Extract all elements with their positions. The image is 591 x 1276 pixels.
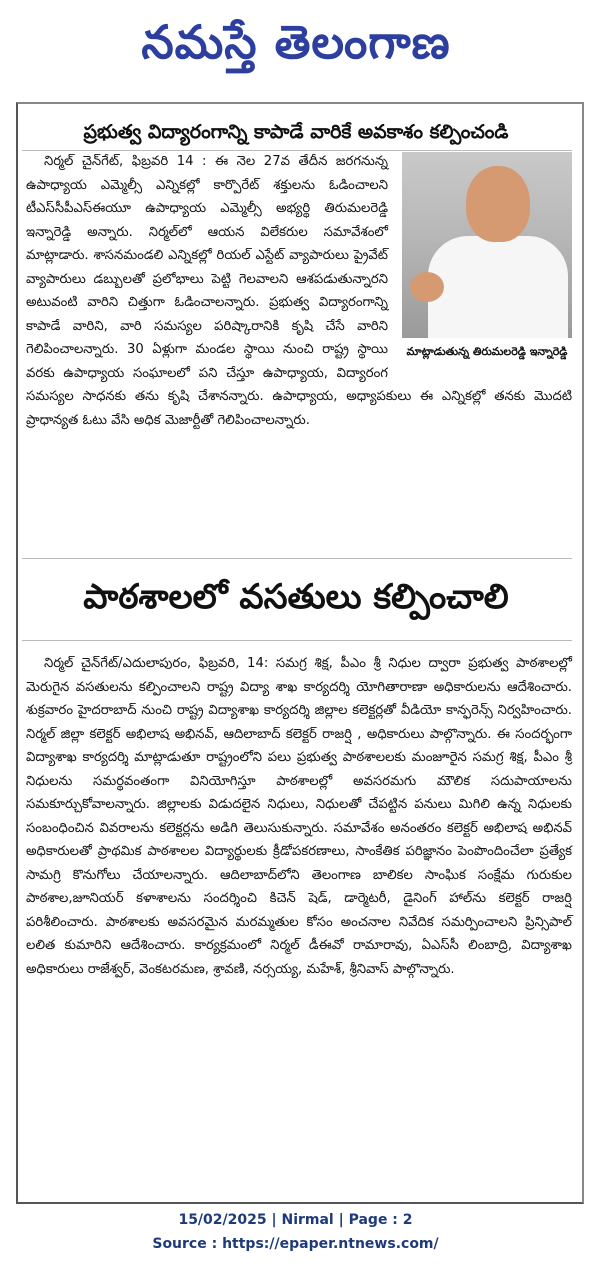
article1-photo [402,152,572,364]
photo-person-face [466,166,530,242]
newspaper-masthead: నమస్తే తెలంగాణ [141,15,451,69]
article1 [26,150,572,432]
photo-person-shirt [428,236,568,338]
article1-headline: ప్రభుత్వ విద్యారంగాన్ని కాపాడే వారికే అవకాశం కల్పించండి [83,121,509,143]
photo-caption: మాట్లాడుతున్న తిరుమలరెడ్డి ఇన్నారెడ్డి [406,345,568,358]
headline2-divider [22,640,572,641]
article2 [26,652,572,981]
footer-source: Source : https://epaper.ntnews.com/ [152,1236,439,1252]
candidate-photo [402,152,572,338]
article1-body: నిర్మల్ చైన్‌గేట్, ఫిబ్రవరి 14 : ఈ నెల 27వ తేదీన జరగనున్న ఉపాధ్యాయ ఎమ్మెల్సీ ఎన్నికల్లో కార్పొరేట్ శక్తులను ఓడించాలని టీఎస్‌సీపీఎస్‌ఈయూ ఉపాధ్యాయ ఎమ్మెల్సీ అభ్యర్థి తిరుమలరెడ్డి ఇన్నారెడ్డి అన్నారు. నిర్మల్‌లో ఆయన విలేకరుల సమావేశంలో మాట్లాడారు. శాసనమండలి ఎన్నికల్లో రియల్ ఎస్టేట్ వ్యాపారులు ప్రైవేట్ వ్యాపారులు డబ్బులతో ప్రలోభాలు పెట్టి గెలవాలని ఆశపడుతున్నారని అటువంటి వారిని చిత్తుగా ఓడించాలన్నారు. ప్రభుత్వ విద్యారంగాన్ని కాపాడే వారిని, వారి సమస్యల పరిష్కారానికి కృషి చేసే వారిని గెలిపించాలన్నారు. 30 ఏళ్లుగా మండల స్థాయి నుంచి రాష్ట్ర స్థాయి వరకు ఉపాధ్యాయ సంఘాలలో పని చేస్తూ ఉపాధ్యాయ, విద్యారంగ సమస్యల సాధనకు తను కృషి చేశానన్నారు. ఉపాధ్యాయ, అధ్యాపకులు ఈ ఎన్నికల్లో తనకు మొదటి ప్రాధాన్యత ఓటు వేసి అధిక మెజార్టీతో గెలిపించాలన్నారు. [26,154,572,428]
article2-headline: పాఠశాలలో వసతులు కల్పించాలి [83,577,509,617]
footer-date-edition: 15/02/2025 | Nirmal | Page : 2 [178,1212,413,1228]
photo-person-hand [410,272,444,302]
article2-body: నిర్మల్ చైన్‌గేట్/ఎదులాపురం, ఫిబ్రవరి, 14: సమగ్ర శిక్ష, పీఎం శ్రీ నిధుల ద్వారా ప్రభుత్వ పాఠశాలల్లో మెరుగైన వసతులను కల్పించాలని రాష్ట్ర విద్యా శాఖ కార్యదర్శి యోగితారాణా అధికారులను ఆదేశించారు. శుక్రవారం హైదరాబాద్ నుంచి రాష్ట్ర విద్యాశాఖ కార్యదర్శి జిల్లాల కలెక్టర్లతో వీడియో కాన్ఫరెన్స్ నిర్వహించారు. నిర్మల్ జిల్లా కలెక్టర్ అభిలాష అభినవ్, ఆదిలాబాద్ కలెక్టర్ రాజర్షి , అధికారులు పాల్గొన్నారు. ఈ సందర్భంగా విద్యాశాఖ కార్యదర్శి మాట్లాడుతూ రాష్ట్రంలోని పలు ప్రభుత్వ పాఠశాలలకు మంజూరైన సమగ్ర శిక్ష, పీఎం శ్రీ నిధులను సమర్థవంతంగా వినియోగిస్తూ పాఠశాలల్లో అవసరమగు మౌలిక సదుపాయాలను సమకూర్చుకోవాలన్నారు. జిల్లాలకు విడుదలైన నిధులు, నిధులతో చేపట్టిన పనులు మిగిలి ఉన్న నిధులకు సంబంధించిన వివరాలను కలెక్టర్లను అడిగి తెలుసుకున్నారు. సమావేశం అనంతరం కలెక్టర్ అభిలాష అభినవ్ అధికారులతో ప్రాథమిక పాఠశాలల విద్యార్థులకు క్రీడోపకరణాలు, సాంకేతిక పరిజ్ఞానం పెంపొందించేలా ప్రత్యేక సామగ్రి కొనుగోలు చేయాలన్నారు. ఆదిలాబాద్‌లోని తెలంగాణ బాలికల సాంఘిక సంక్షేమ గురుకుల పాఠశాల,జూనియర్ కళాశాలను సందర్శించి కిచెన్ షెడ్, డార్మెటరీ, డైనింగ్ హాల్‌ను కలెక్టర్ రాజర్షి పరిశీలించారు. పాఠశాలకు అవసరమైన మరమ్మతుల కోసం అంచనాల నివేదిక సమర్పించాలని ప్రిన్సిపాల్ లలిత కుమారిని ఆదేశించారు. కార్యక్రమంలో నిర్మల్ డీఈవో రామారావు, ఏఎస్‌సీ లింబాద్రి, విద్యాశాఖ అధికారులు రాజేశ్వర్, వెంకటరమణ, శ్రావణి, నర్సయ్య, మహేశ్, శ్రీనివాస్ పాల్గొన్నారు. [26,656,572,977]
